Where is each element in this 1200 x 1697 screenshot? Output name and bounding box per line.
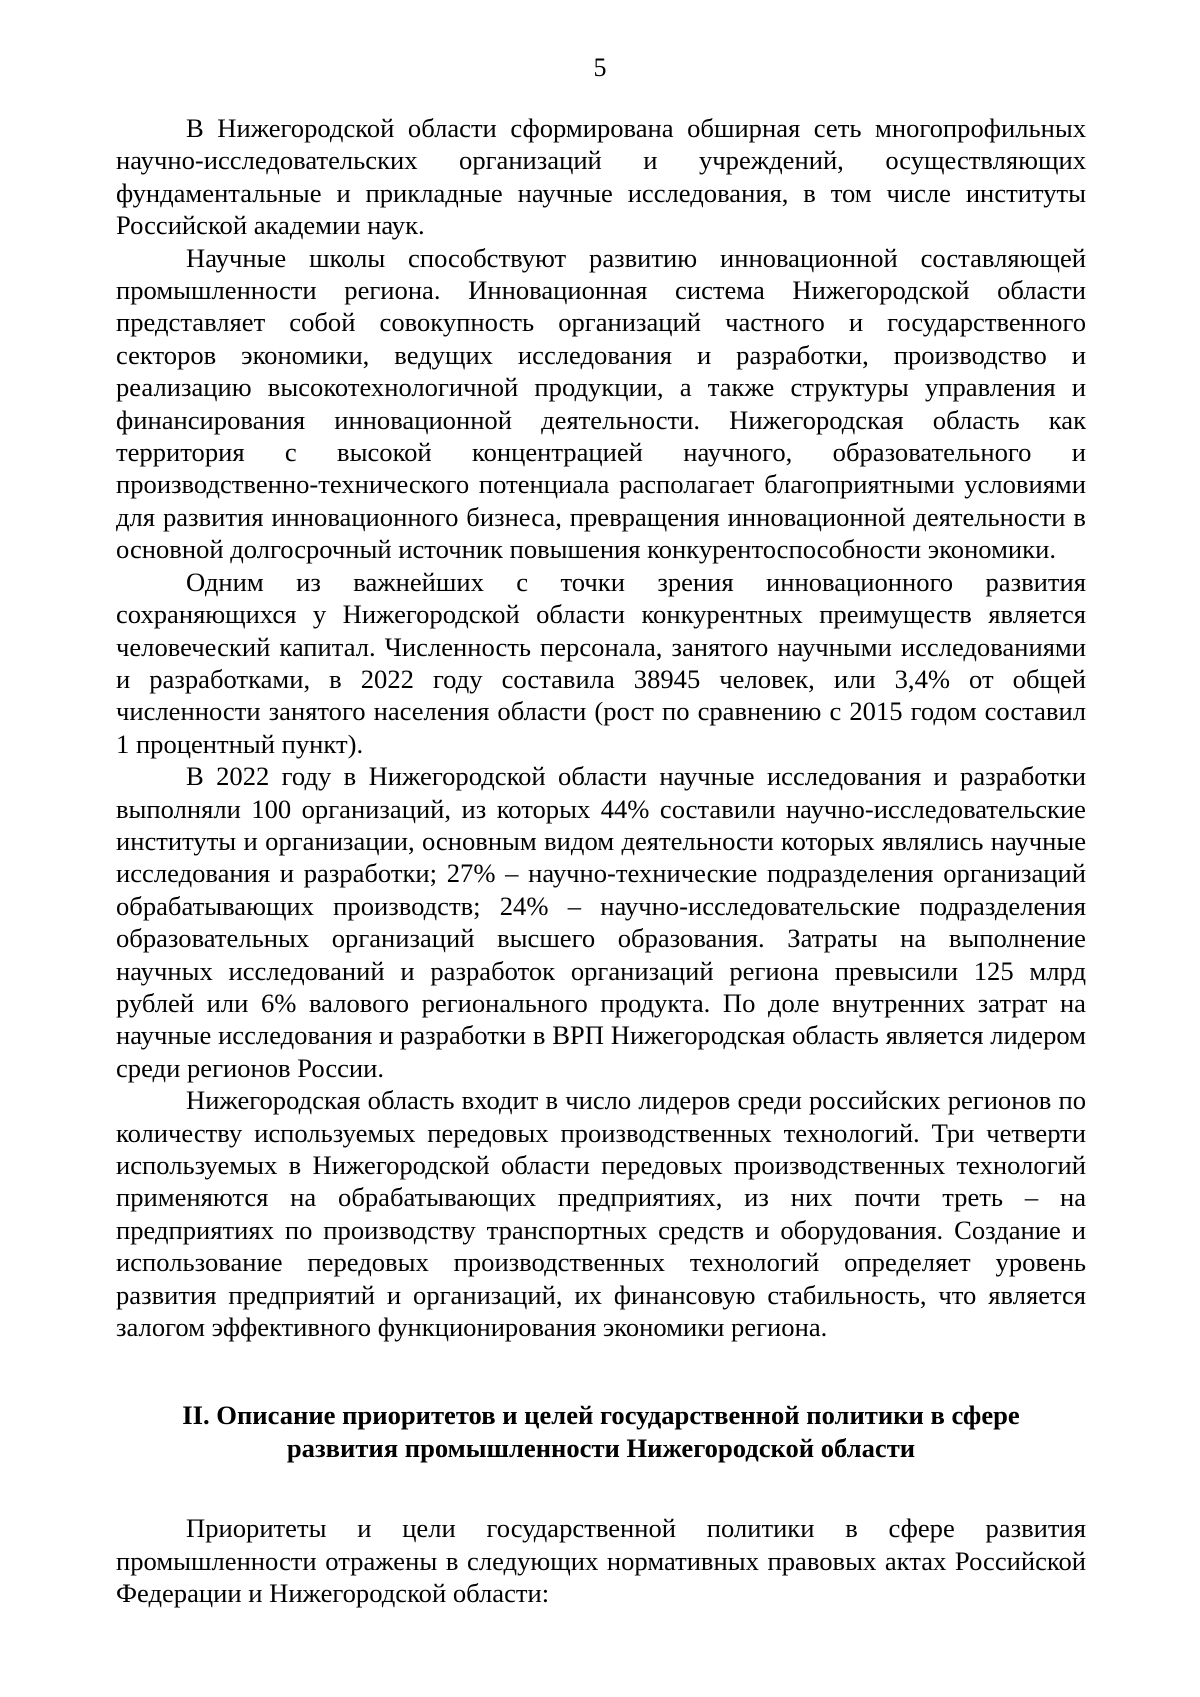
paragraph-research-organizations: В 2022 году в Нижегородской области научные исследования и разработки выполняли 100 организаций, из которых 44% составили научно-исследовательские институты и организации, основным видом деятельности которых являлись научные исследования и разработки; 27% – научно-технические подразделения организаций обрабатывающих производств; 24% – научно-исследовательские подразделения образовательных организаций высшего образования. Затраты на выполнение научных исследований и разработок организаций региона превысили 125 млрд рублей или 6% валового регионального продукта. По доле внутренних затрат на научные исследования и разработки в ВРП Нижегородская область является лидером среди регионов России. xyxy=(116,761,1086,1083)
section-heading: II. Описание приоритетов и целей государственной политики в сфере развития промышленности Нижегородской области xyxy=(182,1400,1020,1463)
paragraph-priorities-intro: Приоритеты и цели государственной политики в сфере развития промышленности отражены в следующих нормативных правовых актах Российской Федерации и Нижегородской области: xyxy=(116,1513,1086,1609)
paragraph-human-capital: Одним из важнейших с точки зрения инновационного развития сохраняющихся у Нижегородской области конкурентных преимуществ является человеческий капитал. Численность персонала, занятого научными исследованиями и разработками, в 2022 году составила 38945 человек, или 3,4% от общей численности занятого населения области (рост по сравнению с 2015 годом составил 1 процентный пункт). xyxy=(116,566,1086,759)
paragraph-advanced-technologies: Нижегородская область входит в число лидеров среди российских регионов по количеству используемых передовых производственных технологий. Три четверти используемых в Нижегородской области передовых производственных технологий применяются на обрабатывающих предприятиях, из них почти треть – на предприятиях по производству транспортных средств и оборудования. Создание и использование передовых производственных технологий определяет уровень развития предприятий и организаций, их финансовую стабильность, что является залогом эффективного функционирования экономики региона. xyxy=(116,1085,1086,1343)
page-number: 5 xyxy=(593,53,607,82)
paragraph-research-network: В Нижегородской области сформирована обширная сеть многопрофильных научно-исследовательских организаций и учреждений, осуществляющих фундаментальные и прикладные научные исследования, в том числе институты Российской академии наук. xyxy=(116,113,1086,241)
document-body xyxy=(116,112,1086,1609)
paragraph-innovation-system: Научные школы способствуют развитию инновационной составляющей промышленности региона. Инновационная система Нижегородской области представляет собой совокупность организаций частного и государственного секторов экономики, ведущих исследования и разработки, производство и реализацию высокотехнологичной продукции, а также структуры управления и финансирования инновационной деятельности. Нижегородская область как территория с высокой концентрацией научного, образовательного и производственно-технического потенциала располагает благоприятными условиями для развития инновационного бизнеса, превращения инновационной деятельности в основной долгосрочный источник повышения конкурентоспособности экономики. xyxy=(116,242,1086,565)
